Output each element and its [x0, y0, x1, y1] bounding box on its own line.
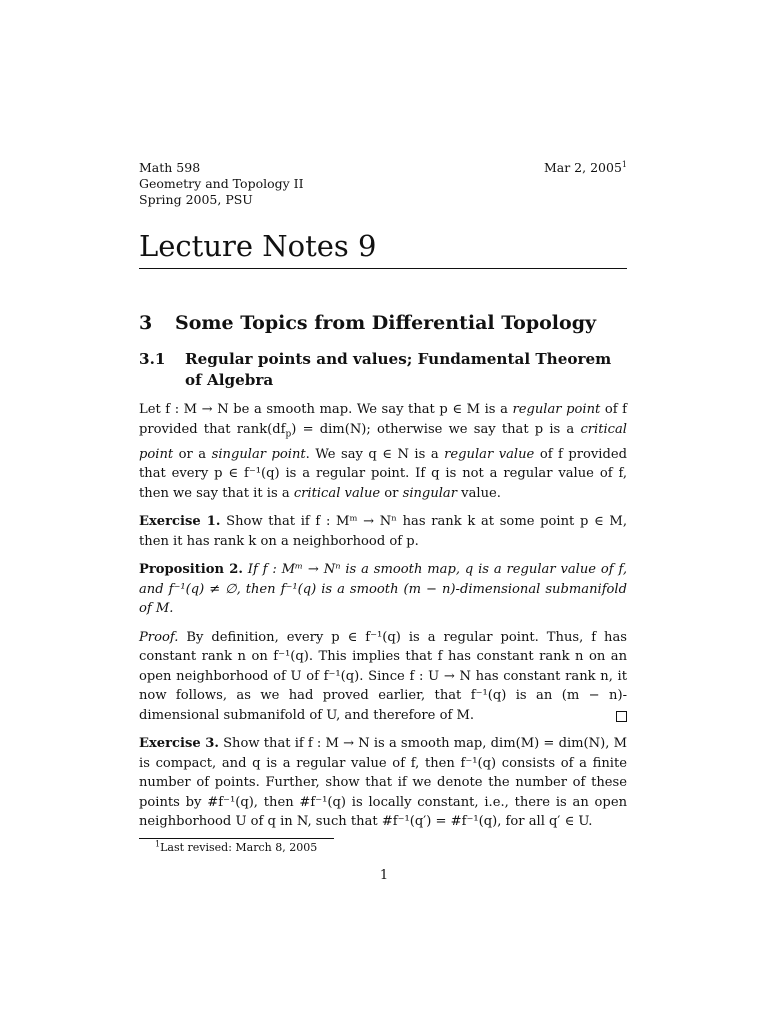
header-right [544, 160, 627, 208]
course-title: Geometry and Topology II [139, 176, 304, 191]
exercise-1 [139, 512, 627, 551]
qed-square-icon [616, 711, 627, 722]
footnote-mark: 1 [155, 838, 161, 848]
text-run: or [380, 485, 403, 501]
intro-paragraph: Let f : M → N be a smooth map. We say that p ∈ M is a regular point of f provided that $rank(df_p) = dim(N)$; otherwise we say that p is a critical point or a singular point. We say q ∈ N is a regular value of f provided that every p ∈ f⁻¹(q) is a regular point. If q is not a regular value of f, then we say that it is a critical value or singular value. [139, 402, 628, 501]
text-run: of f provided that every p ∈ f⁻¹(q) is a regular point. If q is not a regular value of f, then we say that it is a [139, 446, 628, 501]
page-body [139, 160, 627, 855]
text-run: Let f : M → N be a smooth map. We say that p ∈ M is a [139, 402, 513, 417]
proposition-2-text: If f : Mᵐ → Nⁿ is a smooth map, q is a regular value of f, and f⁻¹(q) ≠ ∅, then f⁻¹(q) is a smooth (m − n)-dimensional submanifold of M. [139, 562, 628, 617]
text-run: value. [457, 485, 501, 501]
proposition-2-label: Proposition 2. [139, 562, 243, 578]
page-number: 1 [379, 868, 389, 883]
course-number: Math 598 [139, 160, 201, 175]
exercise-3 [139, 734, 627, 832]
exercise-3-text: Show that if f : M → N is a smooth map, dim(M) = dim(N), M is compact, and q is a regular value of f, then f⁻¹(q) consists of a finite number of points. Further, show that if we denote the number of these points by #f⁻¹(q), then #f⁻¹(q) is locally constant, i.e., there is an open neighborhood U of q in N, such that #f⁻¹(q′) = #f⁻¹(q), for all q′ ∈ U. [139, 736, 627, 830]
exercise-1-text: Show that if f : Mᵐ → Nⁿ has rank k at some point p ∈ M, then it has rank k on a neighborhood of p. [139, 514, 627, 549]
emphasis: singular point [211, 446, 306, 462]
header [139, 160, 627, 208]
section-heading [139, 311, 627, 335]
proof-label: Proof. [139, 629, 179, 645]
emphasis: critical point [139, 421, 627, 462]
date: Mar 2, 2005 [543, 160, 622, 175]
emphasis: singular [402, 485, 458, 501]
text-run: ) = dim(N); otherwise we say that p is a [291, 421, 581, 437]
footnote-rule [139, 838, 334, 839]
page-title: Lecture Notes 9 [139, 228, 627, 269]
footnote-text: Last revised: March 8, 2005 [160, 840, 318, 854]
section-title: Some Topics from Differential Topology [175, 312, 597, 334]
emphasis: regular value [444, 446, 535, 462]
proof [139, 628, 627, 726]
footnote [155, 838, 627, 855]
text-run: . We say q ∈ N is a [305, 446, 445, 462]
text-run: or a [173, 446, 212, 462]
date-footnote-mark: 1 [621, 159, 627, 169]
header-left [139, 160, 304, 208]
subsection-heading [139, 349, 627, 391]
section-number: 3 [139, 312, 153, 334]
emphasis: regular point [512, 402, 601, 417]
subsection-number: 3.1 [139, 350, 166, 368]
text-run: of f provided that rank(df [139, 402, 628, 437]
proof-text: By definition, every p ∈ f⁻¹(q) is a regular point. Thus, f has constant rank n on f⁻¹(q). This implies that f has constant rank n on an open neighborhood of U of f⁻¹(q). Since f : U → N has constant rank n, it now follows, as we had proved earlier, that f⁻¹(q) is an (m − n)-dimensional submanifold of U, and therefore of M. [139, 629, 627, 723]
term: Spring 2005, PSU [139, 192, 253, 207]
exercise-3-label: Exercise 3. [139, 736, 219, 752]
subsection-title: Regular points and values; Fundamental Theorem of Algebra [185, 350, 612, 389]
proposition-2 [139, 560, 627, 619]
emphasis: critical value [293, 485, 381, 501]
exercise-1-label: Exercise 1. [139, 514, 221, 530]
